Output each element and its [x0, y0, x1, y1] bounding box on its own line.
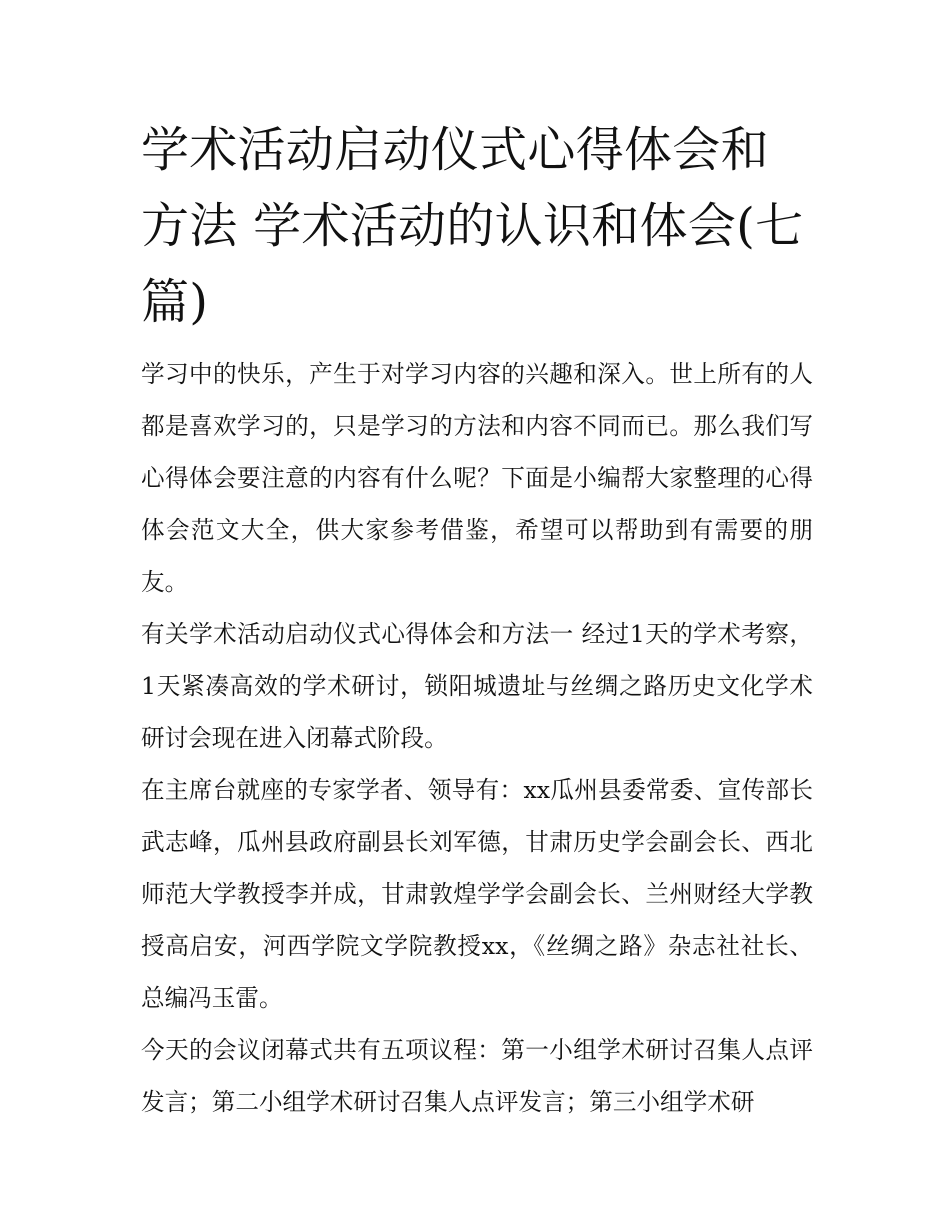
document-body [141, 348, 813, 1128]
document-title: 学术活动启动仪式心得体会和方法 学术活动的认识和体会(七篇) [141, 122, 804, 330]
paragraph-attendees: 在主席台就座的专家学者、领导有：xx瓜州县委常委、宣传部长武志峰，瓜州县政府副县长刘军德，甘肃历史学会副会长、西北师范大学教授李并成，甘肃敦煌学学会副会长、兰州财经大学教授高启安，河西学院文学院教授xx，《丝绸之路》杂志社社长、总编冯玉雷。 [141, 776, 813, 1012]
paragraph-intro: 学习中的快乐，产生于对学习内容的兴趣和深入。世上所有的人都是喜欢学习的，只是学习的方法和内容不同而已。那么我们写心得体会要注意的内容有什么呢？下面是小编帮大家整理的心得体会范文大全，供大家参考借鉴，希望可以帮助到有需要的朋友。 [141, 360, 813, 596]
paragraph-agenda: 今天的会议闭幕式共有五项议程：第一小组学术研讨召集人点评发言；第二小组学术研讨召集人点评发言；第三小组学术研 [141, 1036, 813, 1116]
paragraph-part-one: 有关学术活动启动仪式心得体会和方法一 经过1天的学术考察，1天紧凑高效的学术研讨，锁阳城遗址与丝绸之路历史文化学术研讨会现在进入闭幕式阶段。 [141, 620, 813, 752]
document-content [141, 112, 813, 1128]
